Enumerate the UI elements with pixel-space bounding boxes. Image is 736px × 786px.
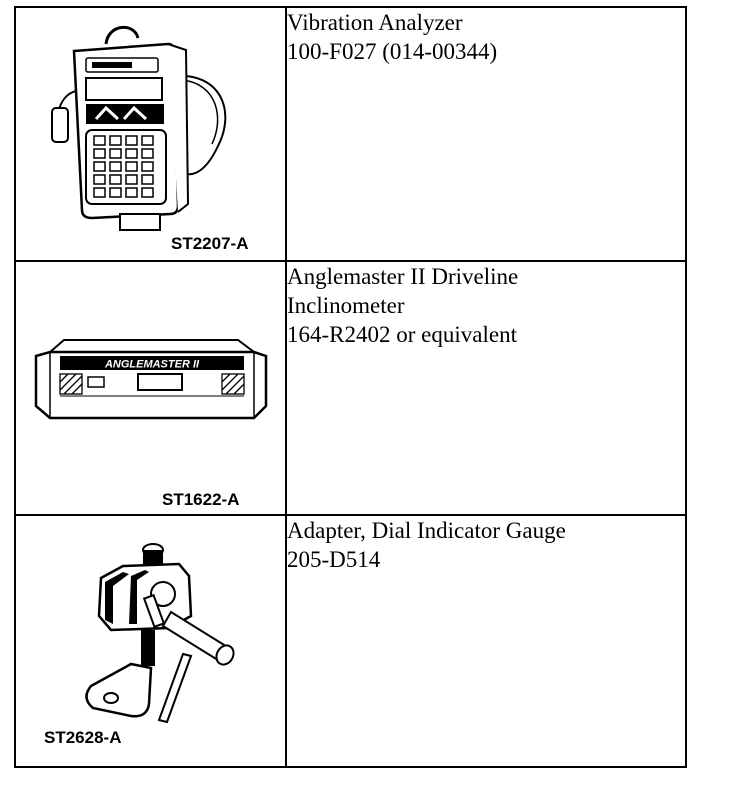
dial-indicator-adapter-icon xyxy=(71,536,246,731)
tool-name: Anglemaster II Driveline xyxy=(287,264,519,289)
illustration-code: ST1622-A xyxy=(162,490,240,509)
illustration-code: ST2628-A xyxy=(44,728,122,747)
tool-illustration-cell xyxy=(15,261,286,515)
illustration-code: ST2207-A xyxy=(171,234,249,253)
tool-part-number: 164-R2402 or equivalent xyxy=(287,322,517,347)
inclinometer-nameplate: ANGLEMASTER II xyxy=(104,358,200,371)
tool-part-number: 100-F027 (014-00344) xyxy=(287,39,498,64)
tool-description-cell xyxy=(286,7,686,261)
special-tools-table xyxy=(14,6,687,768)
tool-row-inclinometer xyxy=(15,261,686,515)
tool-name: Vibration Analyzer xyxy=(287,10,463,35)
tool-name-continued: Inclinometer xyxy=(287,293,405,318)
tool-name: Adapter, Dial Indicator Gauge xyxy=(287,518,566,543)
tool-description-cell xyxy=(286,261,686,515)
tool-description-cell xyxy=(286,515,686,767)
tool-part-number: 205-D514 xyxy=(287,547,381,572)
tool-illustration-cell xyxy=(15,515,286,767)
inclinometer-icon xyxy=(30,334,270,426)
tool-row-vibration-analyzer xyxy=(15,7,686,261)
tool-row-dial-indicator-adapter xyxy=(15,515,686,767)
tool-illustration-cell xyxy=(15,7,286,261)
vibration-analyzer-icon xyxy=(46,16,246,238)
